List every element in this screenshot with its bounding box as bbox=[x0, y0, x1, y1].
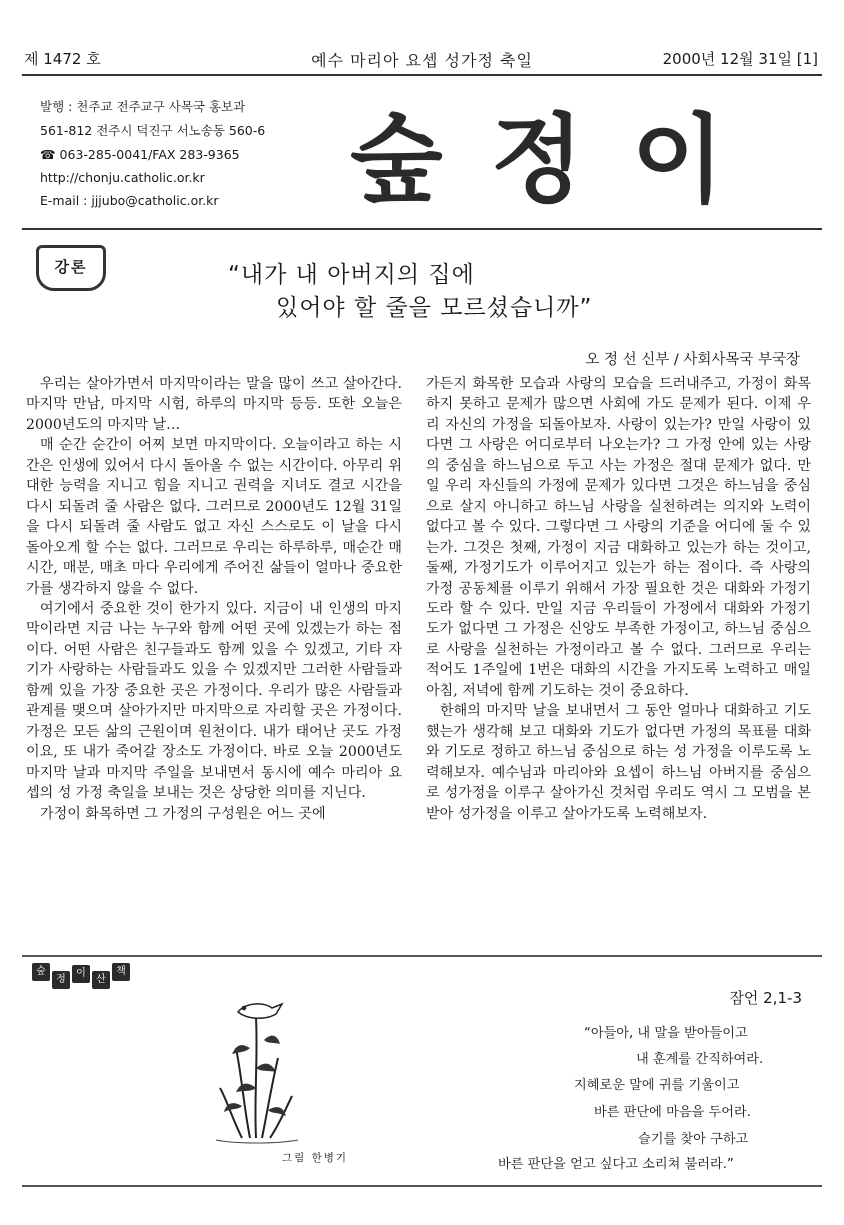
tile: 숲 bbox=[32, 963, 50, 981]
byline: 오 정 선 신부 / 사회사목국 부국장 bbox=[585, 352, 800, 368]
paragraph: 우리는 살아가면서 마지막이라는 말을 많이 쓰고 살아간다. 마지막 만남, 마지막 시험, 하루의 마지막 등등. 또한 오늘은 2000년도의 마지막 날… bbox=[26, 376, 402, 433]
homily-badge-label: 강론 bbox=[54, 258, 88, 276]
verse-line: 지혜로운 말에 귀를 기울이고 bbox=[574, 1078, 740, 1093]
verse-line: “아들아, 내 말을 받아들이고 bbox=[584, 1026, 748, 1041]
verse-reference: 잠언 2,1-3 bbox=[729, 989, 802, 1007]
headline-line-2: 있어야 할 줄을 모르셨습니까” bbox=[276, 295, 593, 321]
bird-reeds-drawing bbox=[206, 988, 306, 1148]
publisher-phone: ☎ 063-285-0041/FAX 283-9365 bbox=[40, 147, 240, 162]
homily-badge bbox=[36, 245, 106, 291]
top-rule bbox=[22, 74, 822, 76]
issue-date: 2000년 12월 31일 [1] bbox=[662, 50, 818, 68]
publisher-url[interactable]: http://chonju.catholic.or.kr bbox=[40, 170, 205, 185]
paragraph: 가든지 화목한 모습과 사랑의 모습을 드러내주고, 가정이 화목하지 못하고 문제가 많으면 사회에 가도 문제가 된다. 이제 우리 자신의 가정을 되돌아보자. 사랑이 있는가? 만일 사랑이 있다면 그 사랑은 어디로부터 나오는가? 그 가정 안에 있는 사랑의 중심을 하느님으로 두고 사는 가정은 절대 문제가 없다. 만일 우리 자신들의 가정에 문제가 있다면 그것은 하느님을 중심으로 살지 아니하고 하느님 사랑을 실천하려는 의지와 노력이 없다고 볼 수 있다. 그렇다면 그 사랑의 기준을 어디에 둘 수 있는가. 그것은 첫째, 가정이 지금 대화하고 있는가 하는 것이고, 둘째, 가정기도가 이루어지고 있는가 하는 점이다. 즉 사랑의 가정 공동체를 이루기 위해서 가장 필요한 것은 대화와 가정기도라 할 수 있다. 만일 지금 우리들이 가정에서 대화와 가정기도가 없다면 그 가정은 신앙도 부족한 가정이고, 하느님 중심으로 사랑을 실천하는 가정이라고 볼 수 없다. 그러므로 우리는 적어도 1주일에 1번은 대화의 시간을 가지도록 노력하고 매일 아침, 저녁에 함께 기도하는 것이 중요하다. bbox=[426, 376, 812, 699]
paragraph: 여기에서 중요한 것이 한가지 있다. 지금이 내 인생의 마지막이라면 지금 나는 누구와 함께 어떤 곳에 있겠는가 하는 점이다. 어떤 사람은 친구들과도 함께 있을 수 있겠고, 기타 자기가 사랑하는 사람들과도 있을 수 있겠지만 그러한 사람들과 함께 있을 가장 중요한 곳은 가정이다. 우리가 많은 사람들과 관계를 맺으며 살아가지만 마지막으로 자리할 곳은 가정이다. 가정은 모든 삶의 근원이며 원천이다. 내가 태어난 곳도 가정이요, 또 내가 죽어갈 장소도 가정이다. 바로 오늘 2000년도 마지막 날과 마지막 주일을 보내면서 동시에 예수 마리아 요셉의 성 가정 축일을 보내는 것은 상당한 의미를 지닌다. bbox=[26, 600, 402, 802]
tile: 산 bbox=[92, 971, 110, 989]
header-rule bbox=[22, 228, 822, 230]
article-column-left bbox=[26, 374, 402, 824]
verse-line: 바른 판단을 얻고 싶다고 소리쳐 불러라.” bbox=[498, 1157, 734, 1172]
headline-line-1: “내가 내 아버지의 집에 bbox=[228, 262, 475, 288]
verse-line: 바른 판단에 마음을 두어라. bbox=[594, 1105, 751, 1120]
publisher-email[interactable]: E-mail : jjjubo@catholic.or.kr bbox=[40, 193, 219, 208]
tile: 정 bbox=[52, 971, 70, 989]
paragraph: 한해의 마지막 날을 보내면서 그 동안 얼마나 대화하고 기도했는가 생각해 보고 대화와 기도가 없다면 가정의 목표를 대화와 기도로 정하고 하느님 중심으로 하는 성 가정을 이루도록 노력해보자. 예수님과 마리아와 요셉이 하느님 아버지를 중심으로 성가정을 이루구 살아가신 것처럼 우리도 역시 그 모범을 본받아 성가정을 이루고 살아가도록 노력해보자. bbox=[426, 703, 811, 822]
paragraph: 매 순간 순간이 어찌 보면 마지막이다. 오늘이라고 하는 시간은 인생에 있어서 다시 돌아올 수 없는 시간이다. 아무리 위대한 능력을 지니고 힘을 지니고 권력을 지녀도 결코 시간을 다시 되돌려 줄 사람은 없다. 그러므로 2000년도 12월 31일을 다시 되돌려 줄 사람도 없고 자신 스스로도 이 날을 다시 돌아오게 할 수는 없다. 그러므로 우리는 하루하루, 매순간 매시간, 매분, 매초 마다 우리에게 주어진 삶들이 얼마나 중요한가를 생각하지 않을 수 없다. bbox=[26, 437, 402, 597]
publisher-line: 발행 : 천주교 전주교구 사목국 홍보과 bbox=[40, 99, 246, 114]
publisher-address: 561-812 전주시 덕진구 서노송동 560-6 bbox=[40, 123, 266, 138]
paragraph: 가정이 화목하면 그 가정의 구성원은 어느 곳에 bbox=[40, 805, 326, 822]
illustration-caption: 그림 한병기 bbox=[282, 1152, 349, 1164]
verse-line: 슬기를 찾아 구하고 bbox=[638, 1132, 749, 1147]
masthead-bar bbox=[22, 48, 822, 70]
feast-title: 예수 마리아 요셉 성가정 축일 bbox=[311, 51, 533, 70]
issue-number: 제 1472 호 bbox=[24, 50, 101, 68]
tile: 책 bbox=[112, 963, 130, 981]
tile: 이 bbox=[72, 965, 90, 983]
newsletter-logo: 숲정이 bbox=[350, 103, 773, 216]
verse-line: 내 훈계를 간직하여라. bbox=[636, 1052, 764, 1067]
article-column-right bbox=[426, 374, 811, 824]
